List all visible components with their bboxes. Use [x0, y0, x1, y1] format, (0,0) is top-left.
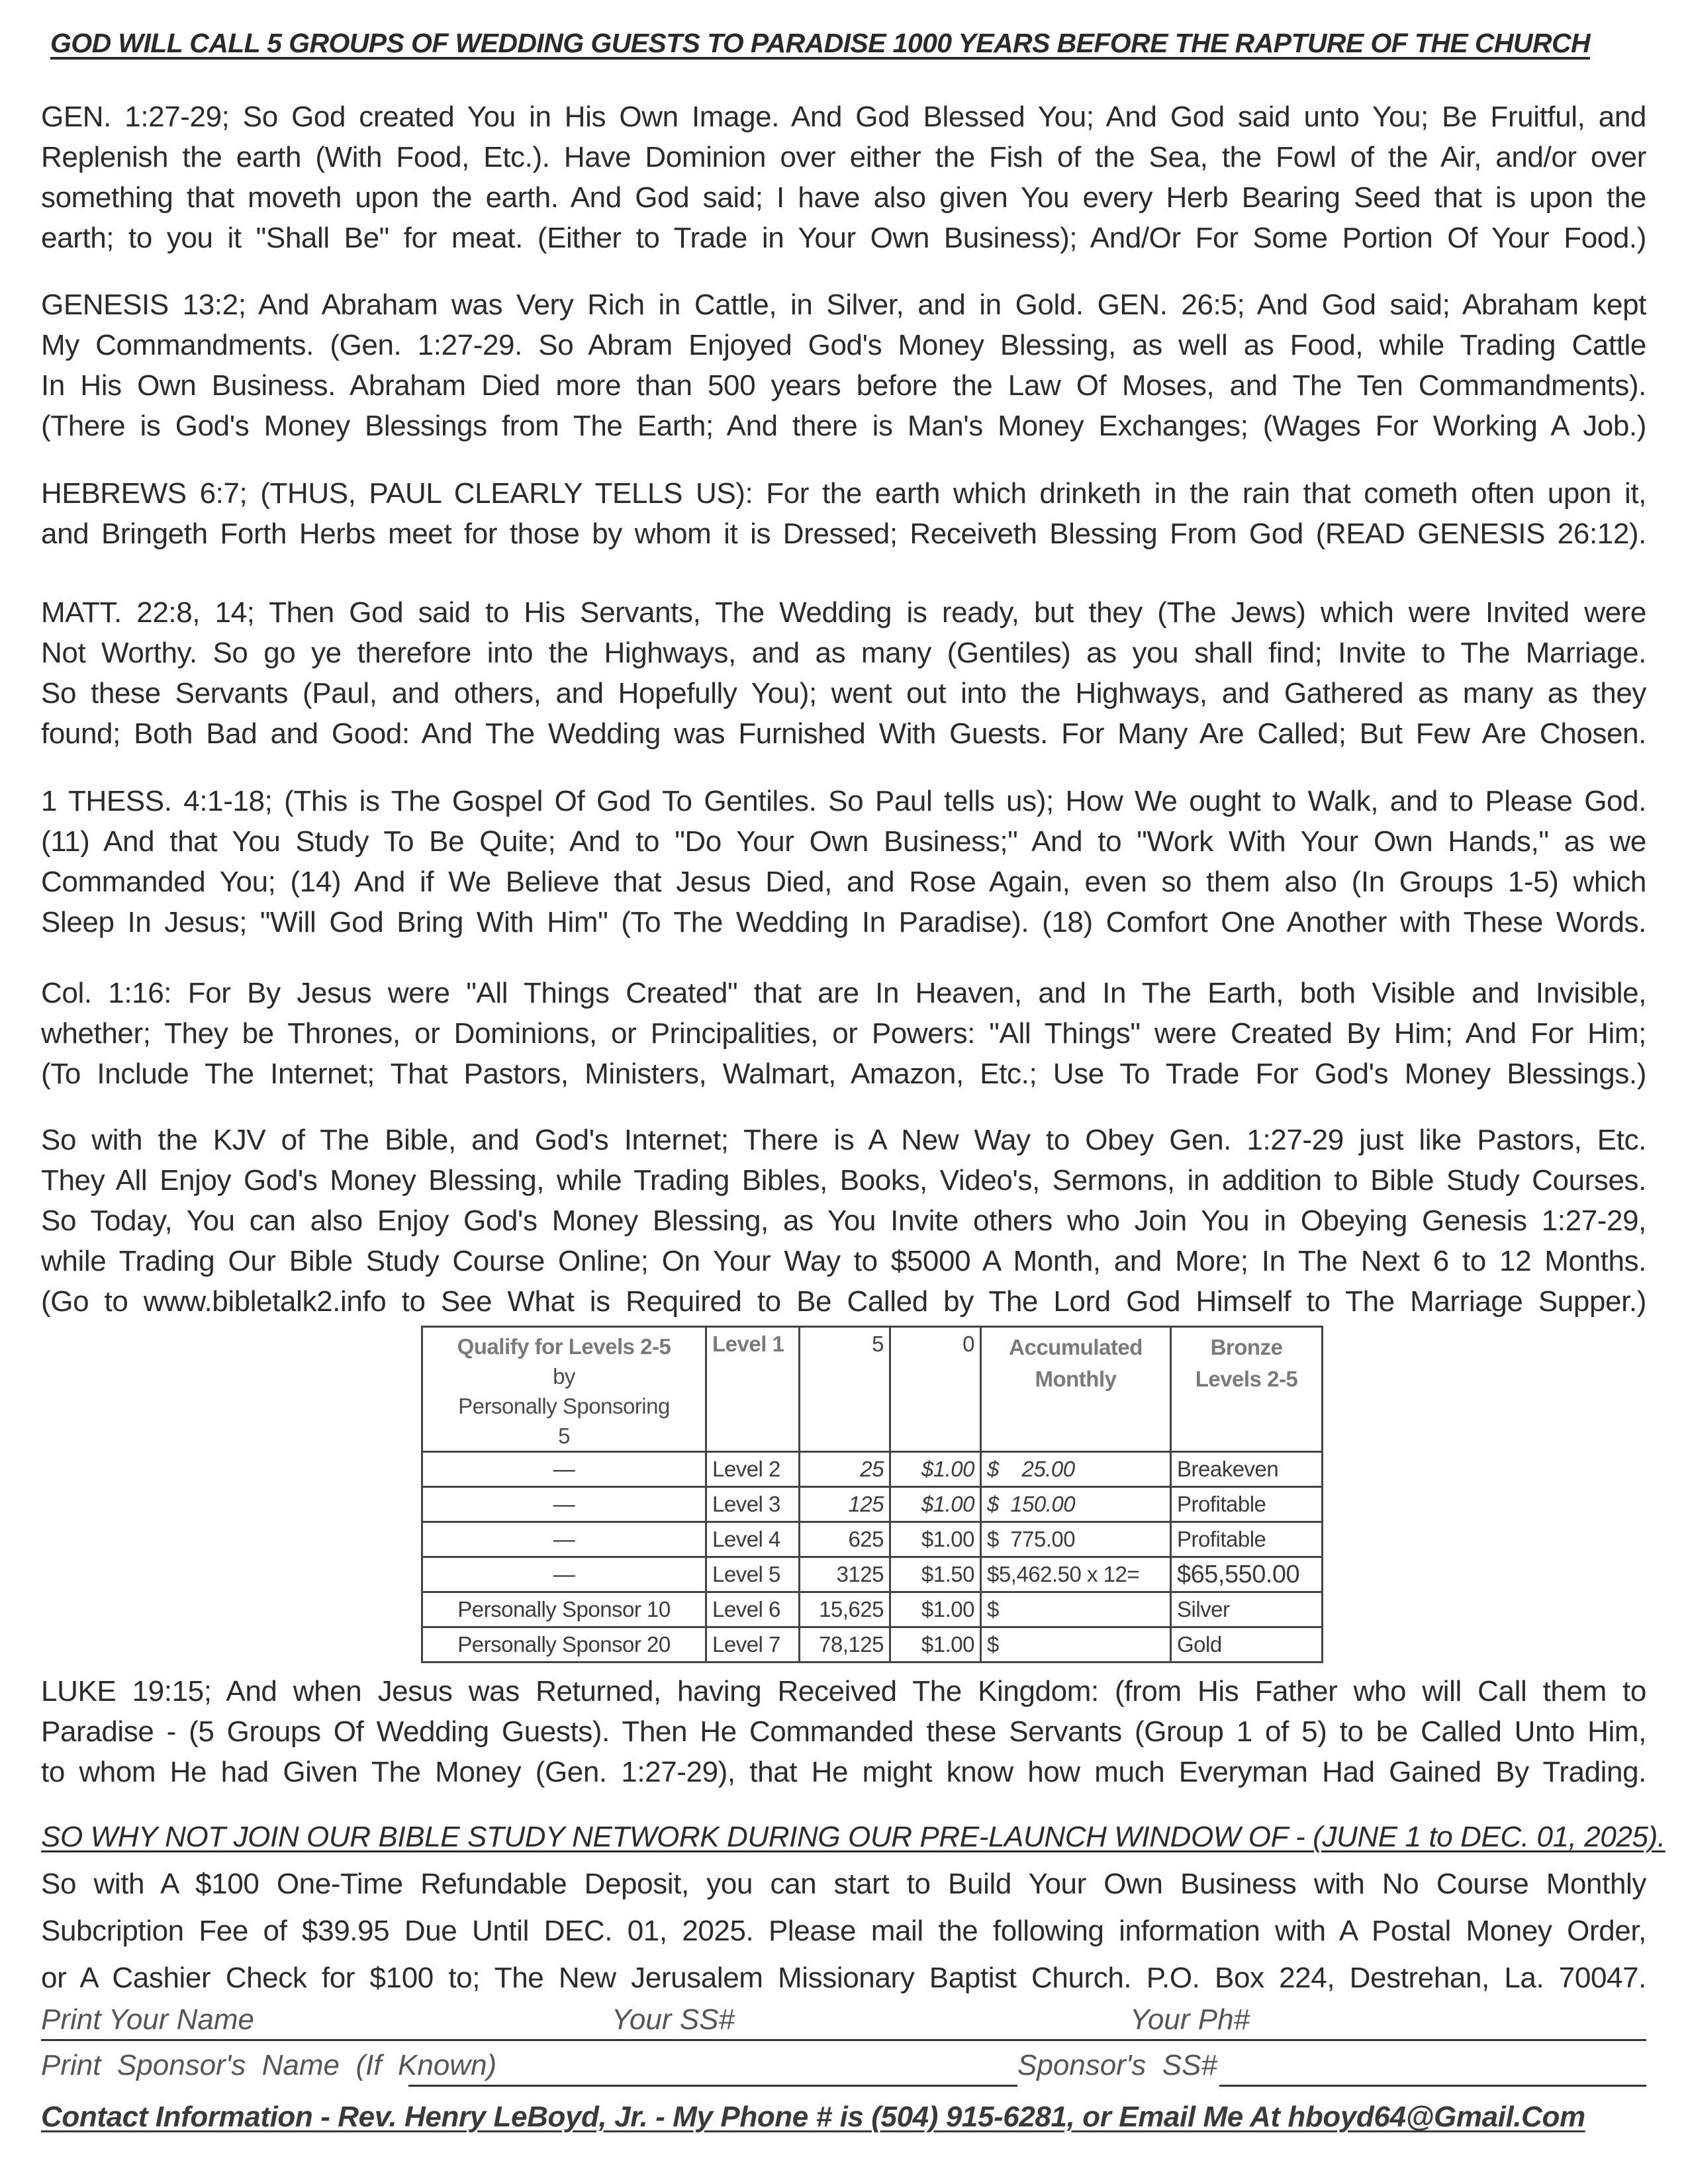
contact-information: Contact Information - Rev. Henry LeBoyd, Jr. - My Phone # is (504) 915-6281, or Email Me At hboyd64@Gmail.Com	[41, 2101, 1585, 2133]
page-title: GOD WILL CALL 5 GROUPS OF WEDDING GUESTS TO PARADISE 1000 YEARS BEFORE THE RAPTURE OF THE CHURCH	[50, 28, 1590, 58]
header-level: Level 1	[706, 1327, 800, 1452]
cell-members: 125	[800, 1487, 890, 1522]
text-line: whether; They be Thrones, or Dominions, or Principalities, or Powers: "All Things" were Created By Him; And For Him;	[41, 1017, 1646, 1050]
ss-field-label: Your SS#	[612, 2003, 735, 2036]
table-row	[422, 1452, 1323, 1487]
cell-monthly: $ 25.00	[981, 1452, 1171, 1487]
cell-level: Level 3	[706, 1487, 800, 1522]
text-line: In His Own Business. Abraham Died more than 500 years before the Law Of Moses, and The Ten Commandments).	[41, 369, 1646, 402]
cell-monthly: $ 775.00	[981, 1522, 1171, 1557]
bibletalk-link-line[interactable]: (Go to www.bibletalk2.info to See What is Required to Be Called by The Lord God Himself to The Marriage Supper.)	[41, 1285, 1646, 1318]
text-line: Subcription Fee of $39.95 Due Until DEC. 01, 2025. Please mail the following information with A Postal Money Order,	[41, 1915, 1646, 1947]
cell-members: 3125	[800, 1557, 890, 1592]
text-line: Replenish the earth (With Food, Etc.). Have Dominion over either the Fish of the Sea, the Fowl of the Air, and/or over	[41, 141, 1646, 173]
paragraph-genesis	[41, 285, 1646, 446]
sponsor-name-entry-line[interactable]	[408, 2085, 1017, 2087]
text-line: Commanded You; (14) And if We Believe that Jesus Died, and Rose Again, even so them also (In Groups 1-5) which	[41, 866, 1646, 898]
text-line: So with A $100 One-Time Refundable Deposit, you can start to Build Your Own Business with No Course Monthly	[41, 1868, 1646, 1900]
header-text: Personally Sponsoring	[458, 1394, 670, 1418]
header-text: Levels 2-5	[1195, 1367, 1298, 1391]
text-line: So with the KJV of The Bible, and God's Internet; There is A New Way to Obey Gen. 1:27-29 just like Pastors, Etc.	[41, 1124, 1646, 1156]
text-line: or A Cashier Check for $100 to; The New Jerusalem Missionary Baptist Church. P.O. Box 224, Destrehan, La. 70047.	[41, 1962, 1646, 1994]
text-line: So Today, You can also Enjoy God's Money Blessing, as You Invite others who Join You in Obeying Genesis 1:27-29,	[41, 1205, 1646, 1237]
text-line: Not Worthy. So go ye therefore into the Highways, and as many (Gentiles) as you shall find; Invite to The Marriage.	[41, 637, 1646, 669]
applicant-entry-line[interactable]	[41, 2039, 1646, 2041]
header-text: Monthly	[1035, 1367, 1117, 1391]
paragraph-kjv	[41, 1120, 1646, 1322]
header-rate: 0	[890, 1327, 981, 1452]
table-row	[422, 1487, 1323, 1522]
table-row	[422, 1627, 1323, 1662]
header-text: Qualify for Levels 2-5	[457, 1334, 671, 1359]
cell-qualify: —	[422, 1522, 706, 1557]
header-qualify	[422, 1327, 706, 1452]
header-accumulated	[981, 1327, 1171, 1452]
cell-monthly: $	[981, 1627, 1171, 1662]
cell-level: Level 2	[706, 1452, 800, 1487]
header-text: Accumulated	[1009, 1335, 1143, 1359]
text-line: found; Both Bad and Good: And The Wedding was Furnished With Guests. For Many Are Called; But Few Are Chosen.	[41, 717, 1646, 750]
cell-status: Gold	[1171, 1627, 1323, 1662]
header-text: by	[553, 1364, 575, 1388]
text-line: My Commandments. (Gen. 1:27-29. So Abram Enjoyed God's Money Blessing, as well as Food, while Trading Cattle	[41, 329, 1646, 361]
text-line: and Bringeth Forth Herbs meet for those by whom it is Dressed; Receiveth Blessing From God (READ GENESIS 26:12).	[41, 518, 1646, 550]
cell-monthly: $	[981, 1592, 1171, 1627]
cell-qualify: —	[422, 1557, 706, 1592]
cell-rate: $1.00	[890, 1452, 981, 1487]
text-line: Col. 1:16: For By Jesus were "All Things Created" that are In Heaven, and In The Earth, both Visible and Invisible,	[41, 977, 1646, 1009]
text-line: SO WHY NOT JOIN OUR BIBLE STUDY NETWORK DURING OUR PRE-LAUNCH WINDOW OF - (JUNE 1 to DEC. 01, 2025).	[41, 1821, 1665, 1853]
cell-status: Breakeven	[1171, 1452, 1323, 1487]
text-line: Sleep In Jesus; "Will God Bring With Him" (To The Wedding In Paradise). (18) Comfort One Another with These Words.	[41, 906, 1646, 938]
cell-status: Profitable	[1171, 1522, 1323, 1557]
table-row	[422, 1592, 1323, 1627]
cell-rate: $1.00	[890, 1522, 981, 1557]
header-bronze	[1171, 1327, 1323, 1452]
cell-rate: $1.00	[890, 1627, 981, 1662]
cell-qualify: Personally Sponsor 20	[422, 1627, 706, 1662]
cell-rate: $1.00	[890, 1592, 981, 1627]
cell-level: Level 7	[706, 1627, 800, 1662]
header-members: 5	[800, 1327, 890, 1452]
paragraph-gen	[41, 97, 1646, 258]
name-field-label: Print Your Name	[41, 2003, 255, 2036]
text-line: GEN. 1:27-29; So God created You in His Own Image. And God Blessed You; And God said unto You; Be Fruitful, and	[41, 101, 1646, 133]
text-line: So these Servants (Paul, and others, and Hopefully You); went out into the Highways, and Gathered as many as they	[41, 677, 1646, 709]
text-line: (To Include The Internet; That Pastors, Ministers, Walmart, Amazon, Etc.; Use To Trade For God's Money Blessings.)	[41, 1058, 1646, 1090]
header-text: 5	[558, 1424, 570, 1448]
cell-qualify: Personally Sponsor 10	[422, 1592, 706, 1627]
cell-members: 15,625	[800, 1592, 890, 1627]
cell-qualify: —	[422, 1487, 706, 1522]
paragraph-matt	[41, 592, 1646, 754]
text-line: to whom He had Given The Money (Gen. 1:27-29), that He might know how much Everyman Had Gained By Trading.	[41, 1756, 1646, 1788]
cell-rate: $1.50	[890, 1557, 981, 1592]
text-line: HEBREWS 6:7; (THUS, PAUL CLEARLY TELLS US): For the earth which drinketh in the rain that cometh often upon it,	[41, 477, 1646, 510]
cell-monthly: $5,462.50 x 12=	[981, 1557, 1171, 1592]
text-line: 1 THESS. 4:1-18; (This is The Gospel Of God To Gentiles. So Paul tells us); How We ought to Walk, and to Please God.	[41, 785, 1646, 817]
text-line: LUKE 19:15; And when Jesus was Returned, having Received The Kingdom: (from His Father who will Call them to	[41, 1675, 1646, 1707]
sponsor-name-field-label: Print Sponsor's Name (If Known)	[41, 2049, 497, 2081]
table-row	[422, 1522, 1323, 1557]
levels-table	[421, 1326, 1323, 1663]
paragraph-col	[41, 973, 1646, 1094]
cell-status: Profitable	[1171, 1487, 1323, 1522]
text-line: They All Enjoy God's Money Blessing, while Trading Bibles, Books, Video's, Sermons, in addition to Bible Study Courses.	[41, 1164, 1646, 1197]
paragraph-hebrews	[41, 473, 1646, 554]
cell-level: Level 4	[706, 1522, 800, 1557]
paragraph-thess	[41, 781, 1646, 942]
text-line: (There is God's Money Blessings from The Earth; And there is Man's Money Exchanges; (Wages For Working A Job.)	[41, 410, 1646, 442]
table-header-row	[422, 1327, 1323, 1452]
sponsor-ss-field-label: Sponsor's SS#	[1017, 2049, 1217, 2081]
cell-level: Level 5	[706, 1557, 800, 1592]
cell-members: 78,125	[800, 1627, 890, 1662]
text-line: MATT. 22:8, 14; Then God said to His Servants, The Wedding is ready, but they (The Jews) which were Invited were	[41, 596, 1646, 629]
cell-status: Silver	[1171, 1592, 1323, 1627]
paragraph-luke	[41, 1671, 1646, 1792]
paragraph-join	[41, 1817, 1665, 1998]
cell-monthly: $ 150.00	[981, 1487, 1171, 1522]
cell-qualify: —	[422, 1452, 706, 1487]
text-line: (11) And that You Study To Be Quite; And to "Do Your Own Business;" And to "Work With Your Own Hands," as we	[41, 825, 1646, 858]
header-text: Bronze	[1210, 1335, 1283, 1359]
text-line: earth; to you it "Shall Be" for meat. (Either to Trade in Your Own Business); And/Or For Some Portion Of Your Food.)	[41, 222, 1646, 254]
cell-members: 625	[800, 1522, 890, 1557]
cell-members: 25	[800, 1452, 890, 1487]
cell-level: Level 6	[706, 1592, 800, 1627]
cell-rate: $1.00	[890, 1487, 981, 1522]
phone-field-label: Your Ph#	[1130, 2003, 1250, 2036]
cell-annual-total: $65,550.00	[1171, 1557, 1323, 1592]
text-line: GENESIS 13:2; And Abraham was Very Rich in Cattle, in Silver, and in Gold. GEN. 26:5; And God said; Abraham kept	[41, 289, 1646, 321]
table-row	[422, 1557, 1323, 1592]
text-line: something that moveth upon the earth. And God said; I have also given You every Herb Bearing Seed that is upon the	[41, 181, 1646, 214]
text-line: Paradise - (5 Groups Of Wedding Guests). Then He Commanded these Servants (Group 1 of 5) to be Called Unto Him,	[41, 1715, 1646, 1748]
sponsor-ss-entry-line[interactable]	[1219, 2085, 1646, 2087]
text-line: while Trading Our Bible Study Course Online; On Your Way to $5000 A Month, and More; In The Next 6 to 12 Months.	[41, 1245, 1646, 1277]
